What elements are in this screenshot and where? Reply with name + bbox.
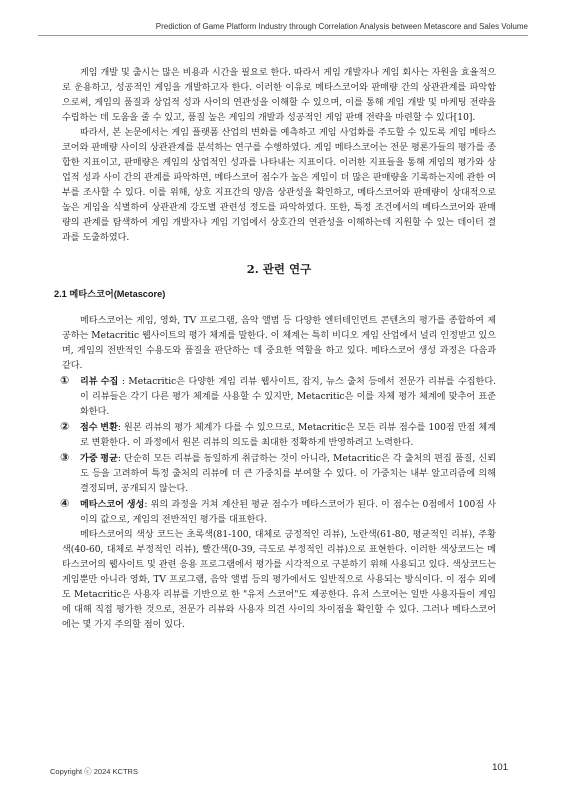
page-number: 101 <box>492 762 508 773</box>
list-text: : 원본 리뷰의 평가 체계가 다를 수 있으므로, Metacritic은 모든 리뷰 점수를 100점 만점 체계로 변환한다. 이 과정에서 원본 리뷰의 의도를 최대한 정확하게 반영하려고 노력한다. <box>80 423 497 448</box>
paragraph: 따라서, 본 논문에서는 게임 플랫폼 산업의 변화를 예측하고 게임 사업화를 주도할 수 있도록 게임 메타스코어와 판매량 사이의 상관관계를 분석하는 연구를 수행하였다. 게임 메타스코어는 전문 평론가들의 평가를 종합한 지표이고, 판매량은 게임의 상업적인 성과를 나타내는 지표이다. 이러한 지표들을 통해 게임의 평가와 상업적 성과 사이 간의 관계를 파악하면, 메타스코어 점수가 높은 게임이 더 많은 판매량을 기록하는지에 관한 여부를 조사할 수 있다. 이를 위해, 상호 지표간의 양/음 상관성을 확인하고, 메타스코어와 판매량이 상대적으로 높은 게임을 식별하여 상관관계 강도별 관련성 정도를 파악하였다. 또한, 특정 조건에서의 메타스코어와 판매량의 관계를 탐색하여 게임 개발자나 게임 기업에서 상호간의 연관성을 이해하는데 지원할 수 있는 데이터 결과를 도출하였다. <box>62 128 496 243</box>
list-item <box>62 497 496 528</box>
list-item <box>62 451 496 497</box>
list-term: 점수 변환 <box>80 422 118 432</box>
list-text: : 단순히 모든 리뷰를 동일하게 취급하는 것이 아니라, Metacritic은 각 출처의 편집 품질, 신뢰도 등을 고려하여 특정 출처의 리뷰에 더 큰 가중치를 부여할 수 있다. 이 가중치는 내부 알고리즘에 의해 결정되며, 공개되지 않는다. <box>80 454 496 494</box>
list-term: 리뷰 수집 <box>80 376 119 386</box>
list-term: 가중 평균 <box>80 453 118 463</box>
list-text: : 위의 과정을 거쳐 계산된 평균 점수가 메타스코어가 된다. 이 점수는 0점에서 100점 사이의 값으로, 게임의 전반적인 평가를 대표한다. <box>80 500 496 525</box>
running-header: Prediction of Game Platform Industry through Correlation Analysis between Metascore and Sales Volume <box>155 22 528 31</box>
section-intro: 메타스코어는 게임, 영화, TV 프로그램, 음악 앨범 등 다양한 엔터테인먼트 콘텐츠의 평가를 종합하여 제공하는 Metacritic 웹사이트의 평가 체계를 말한다. 이 체계는 특히 비디오 게임 산업에서 널리 인정받고 있으며, 게임의 전반적인 수용도와 품질을 판단하는 데 중요한 역할을 하고 있다. 메타스코어 생성 과정은 다음과 같다. <box>62 316 496 371</box>
paragraph: 게임 개발 및 출시는 많은 비용과 시간을 필요로 한다. 따라서 게임 개발자나 게임 회사는 자원을 효율적으로 운용하고, 성공적인 게임을 개발하고자 한다. 이러한 이유로 메타스코어와 판매량 간의 상관관계를 파악함으로써, 게임의 품질과 상업적 성과 사이의 연관성을 이해할 수 있으며, 이를 통해 게임 개발 및 마케팅 전략을 수립하는 데 도움을 줄 수 있고, 품질 높은 게임의 개발과 성공적인 게임 판매 전략을 마련할 수 있다[10]. <box>62 68 496 123</box>
list-number: ② <box>60 420 70 433</box>
list-text: : Metacritic은 다양한 게임 리뷰 웹사이트, 잡지, 뉴스 출처 등에서 전문가 리뷰를 수집한다. 이 리뷰들은 각기 다른 평가 체계를 사용할 수 있지만, Metacritic은 이를 자체 평가 체계에 맞추어 표준화한다. <box>80 377 496 417</box>
header-rule <box>38 35 528 36</box>
subsection-title: 2.1 메타스코어(Metascore) <box>54 289 166 299</box>
footer-copyright: Copyright ⓒ 2024 KCTRS <box>50 767 138 776</box>
list-number: ③ <box>60 451 70 464</box>
list-item <box>62 420 496 451</box>
list-number: ① <box>60 374 70 387</box>
list-item <box>62 374 496 420</box>
list-number: ④ <box>60 497 70 510</box>
body-text <box>54 66 497 633</box>
section-closing: 메타스코어의 색상 코드는 초록색(81-100, 대체로 긍정적인 리뷰), 노란색(61-80, 평균적인 리뷰), 주황색(40-60, 대체로 부정적인 리뷰), 빨간색(0-39, 극도로 부정적인 리뷰)으로 표현한다. 이러한 색상코드는 메타스코어의 웹사이트 및 관련 응용 프로그램에서 평가를 시각적으로 구분하기 위해 사용되고 있다. 색상코드는 게임뿐만 아니라 영화, TV 프로그램, 음악 앨범 등의 평가에서도 일반적으로 사용되는 방식이다. 이 점수 외에도 Metacritic은 사용자 리뷰를 기반으로 한 "유저 스코어"도 제공한다. 유저 스코어는 일반 사용자들이 게임에 대해 직접 평가한 것으로, 전문가 리뷰와 사용자 의견 사이의 차이점을 확인할 수 있다. 그러나 메타스코어에는 몇 가지 주의할 점이 있다. <box>62 530 496 630</box>
section-title: 2. 관련 연구 <box>246 262 312 276</box>
list-term: 메타스코어 생성 <box>80 499 145 509</box>
